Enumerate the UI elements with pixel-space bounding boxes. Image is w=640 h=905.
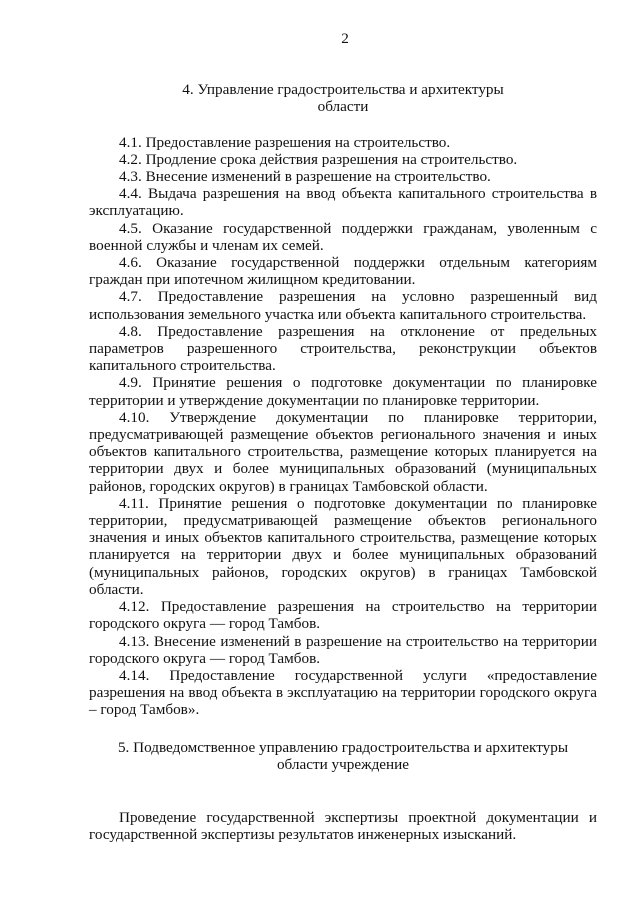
section-4-heading-line-1: 4. Управление градостроительства и архитектуры — [182, 81, 504, 99]
section-5-paragraph: Проведение государственной экспертизы проектной документации и государственной экспертизы результатов инженерных изысканий. — [89, 808, 597, 844]
list-item-4-12: 4.12. Предоставление разрешения на строительство на территории городского округа — город Тамбов. — [89, 598, 597, 633]
list-item-4-8: 4.8. Предоставление разрешения на отклонение от предельных параметров разрешенного строительства, реконструкции объектов капитального строительства. — [89, 322, 597, 375]
list-item-4-3: 4.3. Внесение изменений в разрешение на строительство. — [119, 168, 491, 186]
list-item-4-7: 4.7. Предоставление разрешения на условно разрешенный вид использования земельного участка или объекта капитального строительства. — [89, 288, 597, 323]
list-item-4-5: 4.5. Оказание государственной поддержки гражданам, уволенным с военной службы и членам их семей. — [89, 219, 597, 254]
list-item-4-6: 4.6. Оказание государственной поддержки отдельным категориям граждан при ипотечном жилищном кредитовании. — [89, 254, 597, 289]
section-5-gap — [89, 791, 597, 809]
document-page — [89, 30, 597, 843]
section-4-list — [89, 134, 597, 719]
section-5-heading — [89, 739, 597, 773]
list-item-4-1: 4.1. Предоставление разрешения на строительство. — [119, 133, 451, 151]
list-item-4-14: 4.14. Предоставление государственной услуги «предоставление разрешения на ввод объекта в эксплуатацию на территории городского округа – город Тамбов». — [89, 666, 597, 719]
page-number: 2 — [341, 30, 349, 47]
section-5-heading-line-2: области учреждение — [276, 755, 410, 773]
section-4-heading-line-2: области — [317, 98, 369, 116]
list-item-4-4: 4.4. Выдача разрешения на ввод объекта капитального строительства в эксплуатацию. — [89, 185, 597, 220]
list-item-4-2: 4.2. Продление срока действия разрешения на строительство. — [119, 150, 518, 168]
list-item-4-13: 4.13. Внесение изменений в разрешение на строительство на территории городского округа — город Тамбов. — [89, 632, 597, 667]
section-4-heading — [89, 81, 597, 115]
section-5-heading-line-1: 5. Подведомственное управлению градостроительства и архитектуры — [117, 738, 569, 756]
list-item-4-10: 4.10. Утверждение документации по планировке территории, предусматривающей размещение объектов регионального значения и иных объектов капитального строительства, размещение которых планируется на территории двух и более муниципальных образований (муниципальных районов, городских округов) в границах Тамбовской области. — [89, 408, 597, 495]
list-item-4-9: 4.9. Принятие решения о подготовке документации по планировке территории и утверждение документации по планировке территории. — [89, 374, 597, 409]
list-item-4-11: 4.11. Принятие решения о подготовке документации по планировке территории, предусматривающей размещение объектов регионального значения и иных объектов капитального строительства, размещение которых планируется на территории двух и более муниципальных образований (муниципальных районов, городских округов) в границах Тамбовской области. — [89, 494, 597, 598]
section-gap — [89, 719, 597, 739]
